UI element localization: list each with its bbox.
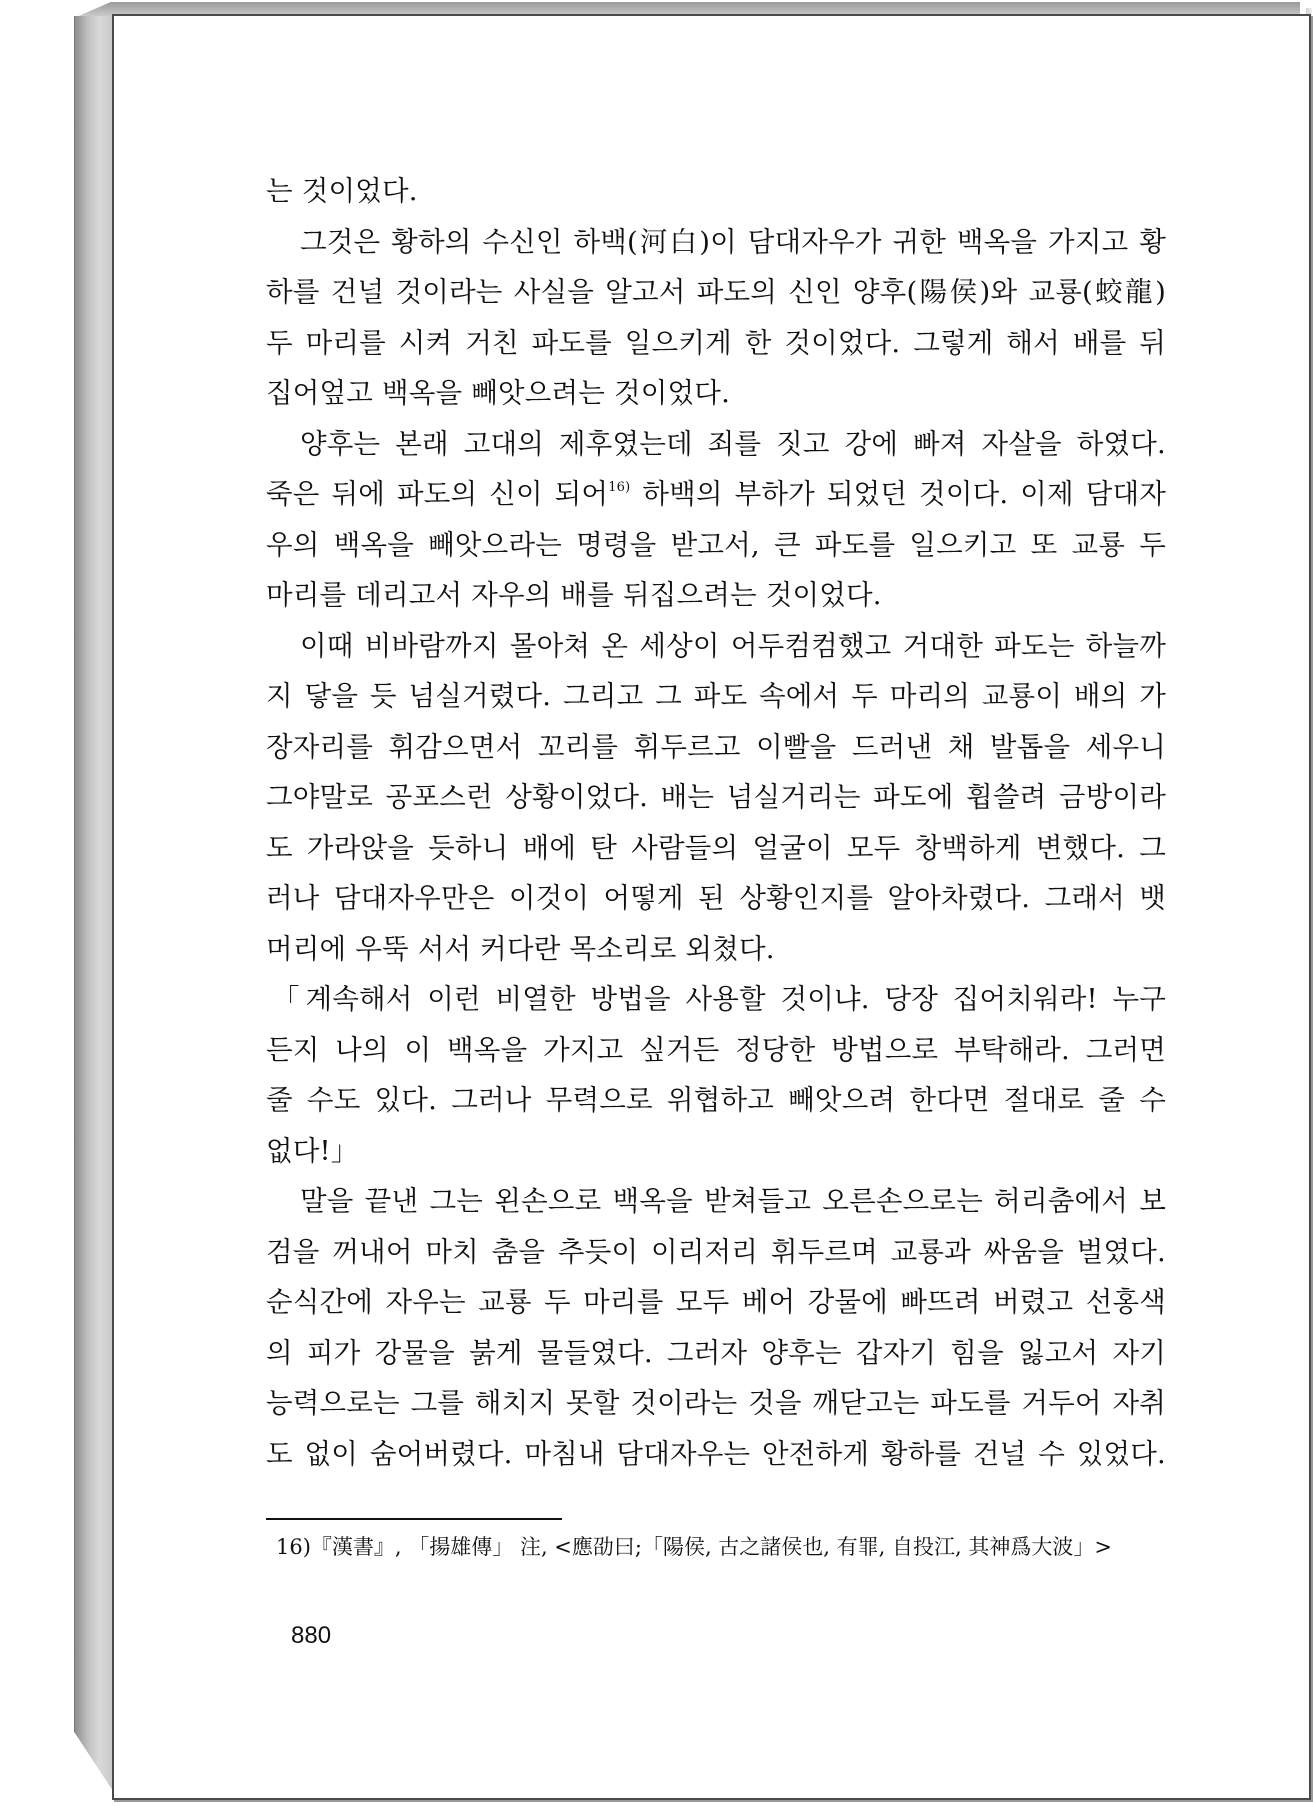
text-line: 양후는 본래 고대의 제후였는데 죄를 짓고 강에 빠져 자살을 하였다.: [300, 427, 1166, 460]
text-line: 러나 담대자우만은 이것이 어떻게 된 상황인지를 알아차렸다. 그래서 뱃: [266, 882, 1166, 914]
text-line: 든지 나의 이 백옥을 가지고 싶거든 정당한 방법으로 부탁해라. 그러면: [266, 1033, 1166, 1066]
footnote-reference: 16): [608, 480, 631, 495]
text-line: 머리에 우뚝 서서 커다란 목소리로 외쳤다.: [266, 932, 775, 965]
text-line: 그것은 황하의 수신인 하백(河白)이 담대자우가 귀한 백옥을 가지고 황: [300, 225, 1166, 258]
text-line: 없다!」: [266, 1134, 359, 1167]
book-spine: [74, 16, 115, 1794]
text-line: 이때 비바람까지 몰아쳐 온 세상이 어두컴컴했고 거대한 파도는 하늘까: [300, 629, 1166, 662]
text-line: 장자리를 휘감으면서 꼬리를 휘두르고 이빨을 드러낸 채 발톱을 세우니: [266, 730, 1166, 763]
text-line: [266, 469, 1166, 520]
text-line-part: 죽은 뒤에 파도의 신이 되어: [266, 478, 609, 510]
text-line: 두 마리를 시켜 거친 파도를 일으키게 한 것이었다. 그렇게 해서 배를 뒤: [266, 326, 1166, 359]
footnote-divider: [266, 1518, 562, 1520]
text-line: 지 닿을 듯 넘실거렸다. 그리고 그 파도 속에서 두 마리의 교룡이 배의 가: [266, 680, 1166, 712]
text-line: 말을 끝낸 그는 왼손으로 백옥을 받쳐들고 오른손으로는 허리춤에서 보: [300, 1185, 1166, 1217]
text-line: 줄 수도 있다. 그러나 무력으로 위협하고 빼앗으려 한다면 절대로 줄 수: [266, 1084, 1166, 1116]
text-line: 집어엎고 백옥을 빼앗으려는 것이었다.: [266, 377, 731, 409]
footnote: 16)『漢書』, 「揚雄傳」 注, <應劭曰;「陽侯, 古之諸侯也, 有罪, 自投江, 其神爲大波」>: [276, 1535, 1112, 1559]
body-text: [266, 166, 1166, 1479]
text-line: 우의 백옥을 빼앗으라는 명령을 받고서, 큰 파도를 일으키고 또 교룡 두: [266, 528, 1166, 561]
page-number: 880: [291, 1622, 332, 1649]
text-line: 하를 건널 것이라는 사실을 알고서 파도의 신인 양후(陽侯)와 교룡(蛟龍): [266, 276, 1166, 308]
text-line-part: 하백의 부하가 되었던 것이다. 이제 담대자: [630, 478, 1166, 510]
text-line: 의 피가 강물을 붉게 물들였다. 그러자 양후는 갑자기 힘을 잃고서 자기: [266, 1336, 1166, 1369]
text-line: 도 없이 숨어버렸다. 마침내 담대자우는 안전하게 황하를 건널 수 있었다.: [266, 1437, 1166, 1470]
text-line: 도 가라앉을 듯하니 배에 탄 사람들의 얼굴이 모두 창백하게 변했다. 그: [266, 831, 1166, 864]
text-line: 마리를 데리고서 자우의 배를 뒤집으려는 것이었다.: [266, 579, 882, 611]
text-line: 검을 꺼내어 마치 춤을 추듯이 이리저리 휘두르며 교룡과 싸움을 벌였다.: [266, 1235, 1166, 1268]
text-line: 능력으로는 그를 해치지 못할 것이라는 것을 깨닫고는 파도를 거두어 자취: [266, 1387, 1166, 1419]
text-line: 는 것이었다.: [266, 175, 418, 207]
text-line: 「계속해서 이런 비열한 방법을 사용할 것이냐. 당장 집어치워라! 누구: [272, 983, 1166, 1015]
text-line: 그야말로 공포스런 상황이었다. 배는 넘실거리는 파도에 휩쓸려 금방이라: [266, 781, 1166, 813]
text-line: 순식간에 자우는 교룡 두 마리를 모두 베어 강물에 빠뜨려 버렸고 선홍색: [266, 1286, 1166, 1318]
